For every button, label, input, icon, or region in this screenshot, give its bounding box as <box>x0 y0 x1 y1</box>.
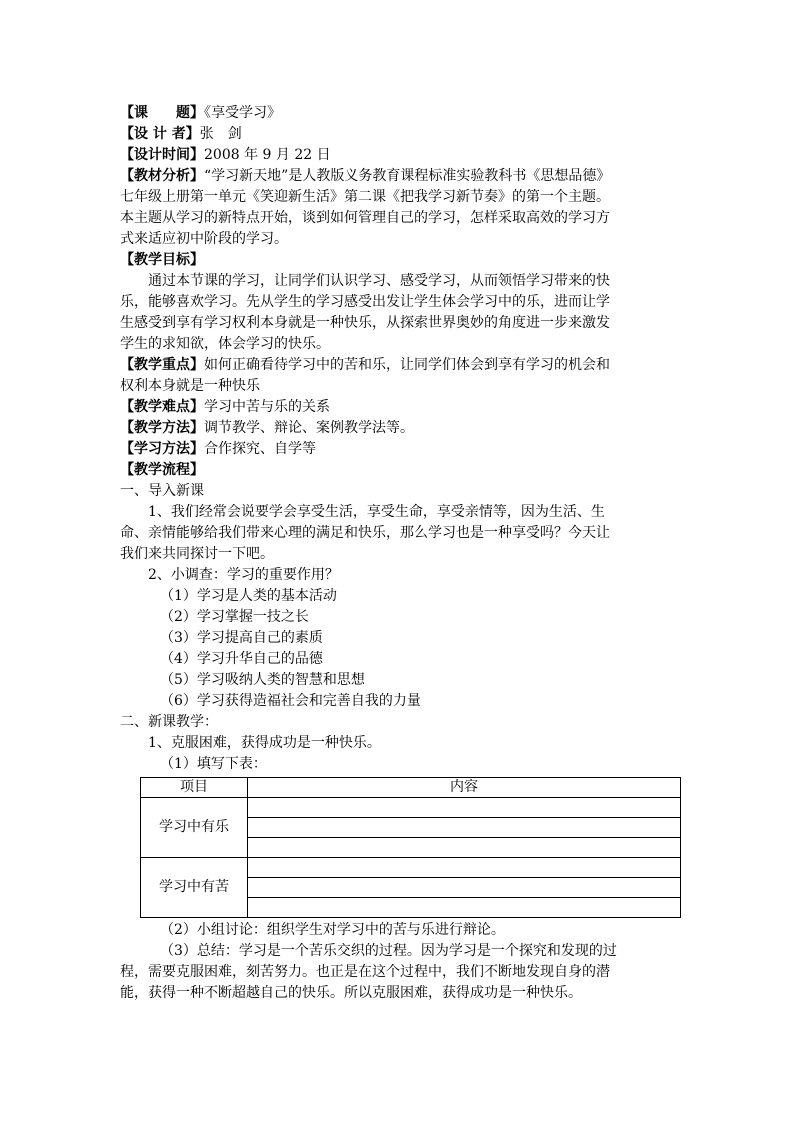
survey-item: （3）学习提高自己的素质 <box>160 630 323 646</box>
process-label: 【教学流程】 <box>120 462 204 478</box>
difficulty-line <box>120 397 685 418</box>
topic-label: 【课 题】 <box>120 105 204 121</box>
blank-cell[interactable] <box>248 898 681 918</box>
section-intro <box>120 481 685 712</box>
key-points-section <box>120 355 685 397</box>
designer-line <box>120 124 685 145</box>
survey-item: （5）学习吸纳人类的智慧和思想 <box>160 672 365 688</box>
survey-question: 2、小调查：学习的重要作用？ <box>148 567 339 583</box>
summary-line: 能，获得一种不断超越自己的快乐。所以克服困难，获得成功是一种快乐。 <box>120 985 582 1001</box>
goals-line: 通过本节课的学习，让同学们认识学习、感受学习，从而领悟学习带来的快 <box>148 273 610 289</box>
discussion-line: （2）小组讨论：组织学生对学习中的苦与乐进行辩论。 <box>160 922 505 938</box>
intro-paragraph-line: 我们来共同探讨一下吧。 <box>120 546 274 562</box>
time-line <box>120 145 685 166</box>
topic-line <box>120 103 685 124</box>
row-label-hardship: 学习中有苦 <box>141 858 248 918</box>
blank-cell[interactable] <box>248 838 681 858</box>
table-header-item: 项目 <box>141 778 248 798</box>
time-value: 2008 年 9 月 22 日 <box>204 147 331 163</box>
goals-label: 【教学目标】 <box>120 252 204 268</box>
section-intro-title: 一、导入新课 <box>120 483 204 499</box>
analysis-label: 【教材分析】 <box>120 168 204 184</box>
section-new-lesson-title: 二、新课教学： <box>120 714 218 730</box>
key-points-label: 【教学重点】 <box>120 357 204 373</box>
analysis-line: 本主题从学习的新特点开始，谈到如何管理自己的学习，怎样采取高效的学习方 <box>120 210 610 226</box>
summary-line: （3）总结：学习是一个苦乐交织的过程。因为学习是一个探究和发现的过 <box>160 943 617 959</box>
teach-method-line <box>120 418 685 439</box>
learn-method-label: 【学习方法】 <box>120 441 204 457</box>
row-label-joy: 学习中有乐 <box>141 798 248 858</box>
new-lesson-point: 1、克服困难，获得成功是一种快乐。 <box>148 735 381 751</box>
survey-item: （1）学习是人类的基本活动 <box>160 588 337 604</box>
survey-item: （6）学习获得造福社会和完善自我的力量 <box>160 693 421 709</box>
learn-method-line <box>120 439 685 460</box>
goals-section <box>120 250 685 355</box>
intro-paragraph-line: 1、我们经常会说要学会享受生活，享受生命，享受亲情等，因为生活、生 <box>148 504 605 520</box>
learn-method-value: 合作探究、自学等 <box>204 441 316 457</box>
section-new-lesson <box>120 712 685 1004</box>
intro-paragraph-line: 命、亲情能够给我们带来心理的满足和快乐，那么学习也是一种享受吗？今天让 <box>120 525 610 541</box>
blank-cell[interactable] <box>248 858 681 878</box>
teach-method-value: 调节教学、辩论、案例教学法等。 <box>204 420 414 436</box>
key-points-line: 权利本身就是一种快乐 <box>120 378 260 394</box>
difficulty-value: 学习中苦与乐的关系 <box>204 399 330 415</box>
fill-in-table <box>140 777 681 918</box>
analysis-line: “学习新天地”是人教版义务教育课程标准实验教科书《思想品德》 <box>204 168 611 184</box>
key-points-line: 如何正确看待学习中的苦和乐，让同学们体会到享有学习的机会和 <box>204 357 610 373</box>
goals-line: 学生的求知欲，体会学习的快乐。 <box>120 336 330 352</box>
designer-label: 【设 计 者】 <box>120 126 200 142</box>
survey-item: （4）学习升华自己的品德 <box>160 651 323 667</box>
goals-line: 乐，能够喜欢学习。先从学生的学习感受出发让学生体会学习中的乐，进而让学 <box>120 294 610 310</box>
time-label: 【设计时间】 <box>120 147 204 163</box>
fill-table-caption: （1）填写下表： <box>160 756 267 772</box>
blank-cell[interactable] <box>248 878 681 898</box>
topic-value: 《享受学习》 <box>204 105 281 121</box>
difficulty-label: 【教学难点】 <box>120 399 204 415</box>
blank-cell[interactable] <box>248 818 681 838</box>
goals-line: 生感受到享有学习权利本身就是一种快乐，从探索世界奥妙的角度进一步来激发 <box>120 315 610 331</box>
teach-method-label: 【教学方法】 <box>120 420 204 436</box>
designer-value: 张 剑 <box>199 126 242 142</box>
analysis-line: 式来适应初中阶段的学习。 <box>120 231 288 247</box>
analysis-line: 七年级上册第一单元《笑迎新生活》第二课《把我学习新节奏》的第一个主题。 <box>120 189 610 205</box>
lesson-plan-page <box>120 103 685 1004</box>
table-header-content: 内容 <box>248 778 681 798</box>
survey-item: （2）学习掌握一技之长 <box>160 609 309 625</box>
blank-cell[interactable] <box>248 798 681 818</box>
summary-line: 程，需要克服困难，刻苦努力。也正是在这个过程中，我们不断地发现自身的潜 <box>120 964 610 980</box>
analysis-section <box>120 166 685 250</box>
